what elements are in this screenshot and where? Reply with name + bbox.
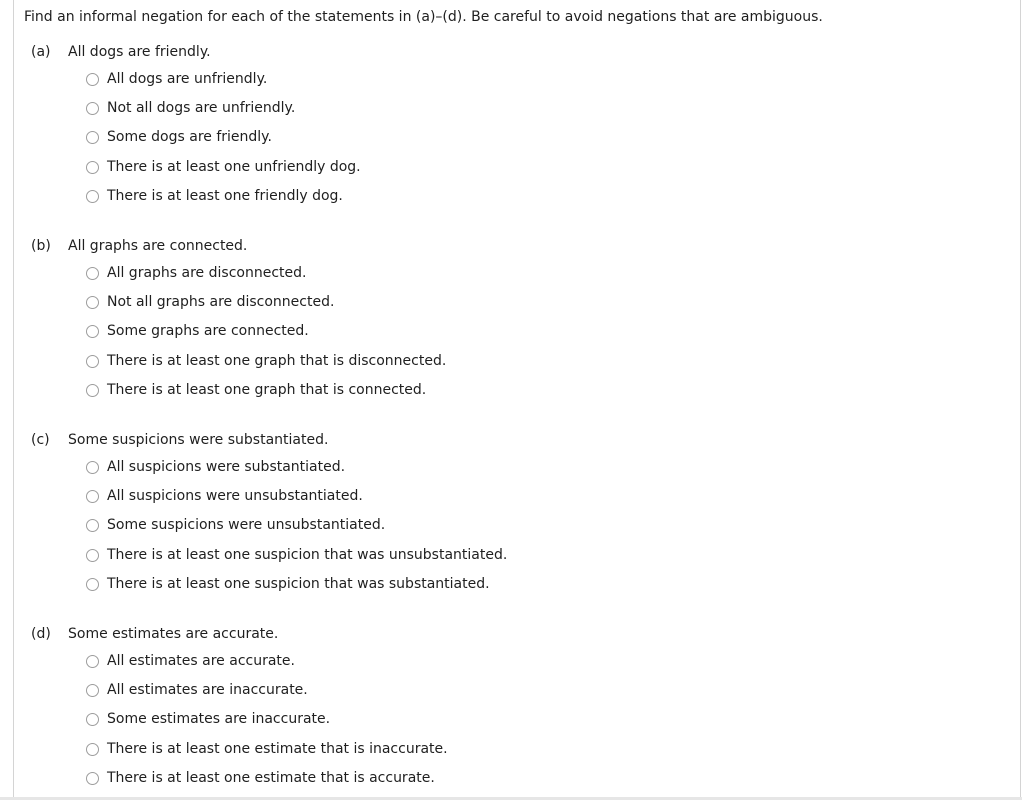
part-statement: Some suspicions were substantiated. [68, 432, 329, 448]
option-c-1[interactable] [86, 457, 606, 477]
radio-button[interactable] [86, 490, 99, 503]
option-a-4[interactable] [86, 157, 606, 177]
option-label: All suspicions were substantiated. [107, 458, 346, 475]
option-c-4[interactable] [86, 545, 606, 565]
radio-button[interactable] [86, 655, 99, 668]
option-label: There is at least one suspicion that was unsubstantiated. [107, 546, 508, 563]
radio-button[interactable] [86, 684, 99, 697]
radio-button[interactable] [86, 102, 99, 115]
option-c-2[interactable] [86, 486, 606, 506]
radio-button[interactable] [86, 713, 99, 726]
option-a-3[interactable] [86, 127, 606, 147]
radio-button[interactable] [86, 131, 99, 144]
option-label: Some suspicions were unsubstantiated. [107, 516, 386, 533]
radio-button[interactable] [86, 296, 99, 309]
part-statement: All graphs are connected. [68, 238, 248, 254]
option-c-3[interactable] [86, 515, 606, 535]
radio-button[interactable] [86, 578, 99, 591]
option-b-5[interactable] [86, 380, 606, 400]
part-label: (d) [31, 626, 51, 642]
option-d-2[interactable] [86, 680, 606, 700]
option-d-3[interactable] [86, 709, 606, 729]
option-b-2[interactable] [86, 292, 606, 312]
option-label: All estimates are inaccurate. [107, 681, 308, 698]
radio-button[interactable] [86, 73, 99, 86]
option-a-5[interactable] [86, 186, 606, 206]
radio-button[interactable] [86, 519, 99, 532]
option-label: All graphs are disconnected. [107, 264, 307, 281]
option-label: All suspicions were unsubstantiated. [107, 487, 363, 504]
option-label: Some graphs are connected. [107, 322, 309, 339]
option-label: Some dogs are friendly. [107, 128, 272, 145]
option-b-1[interactable] [86, 263, 606, 283]
part-label: (b) [31, 238, 51, 254]
option-d-1[interactable] [86, 651, 606, 671]
option-label: Some estimates are inaccurate. [107, 710, 331, 727]
radio-button[interactable] [86, 190, 99, 203]
option-b-3[interactable] [86, 321, 606, 341]
part-statement: Some estimates are accurate. [68, 626, 279, 642]
radio-button[interactable] [86, 461, 99, 474]
radio-button[interactable] [86, 325, 99, 338]
option-label: All dogs are unfriendly. [107, 70, 268, 87]
option-label: There is at least one estimate that is accurate. [107, 769, 435, 786]
radio-button[interactable] [86, 743, 99, 756]
part-statement: All dogs are friendly. [68, 44, 211, 60]
option-label: Not all graphs are disconnected. [107, 293, 335, 310]
radio-button[interactable] [86, 161, 99, 174]
option-label: There is at least one graph that is disconnected. [107, 352, 447, 369]
option-b-4[interactable] [86, 351, 606, 371]
radio-button[interactable] [86, 772, 99, 785]
option-label: There is at least one estimate that is inaccurate. [107, 740, 448, 757]
radio-button[interactable] [86, 549, 99, 562]
radio-button[interactable] [86, 355, 99, 368]
option-label: There is at least one unfriendly dog. [107, 158, 361, 175]
option-label: There is at least one graph that is connected. [107, 381, 427, 398]
option-label: All estimates are accurate. [107, 652, 295, 669]
option-a-2[interactable] [86, 98, 606, 118]
option-c-5[interactable] [86, 574, 606, 594]
part-label: (a) [31, 44, 51, 60]
option-label: There is at least one friendly dog. [107, 187, 343, 204]
option-d-5[interactable] [86, 768, 606, 788]
option-a-1[interactable] [86, 69, 606, 89]
option-label: Not all dogs are unfriendly. [107, 99, 296, 116]
option-d-4[interactable] [86, 739, 606, 759]
part-label: (c) [31, 432, 50, 448]
question-instructions: Find an informal negation for each of the statements in (a)–(d). Be careful to avoid negations that are ambiguous. [24, 9, 823, 25]
radio-button[interactable] [86, 267, 99, 280]
option-label: There is at least one suspicion that was substantiated. [107, 575, 490, 592]
radio-button[interactable] [86, 384, 99, 397]
